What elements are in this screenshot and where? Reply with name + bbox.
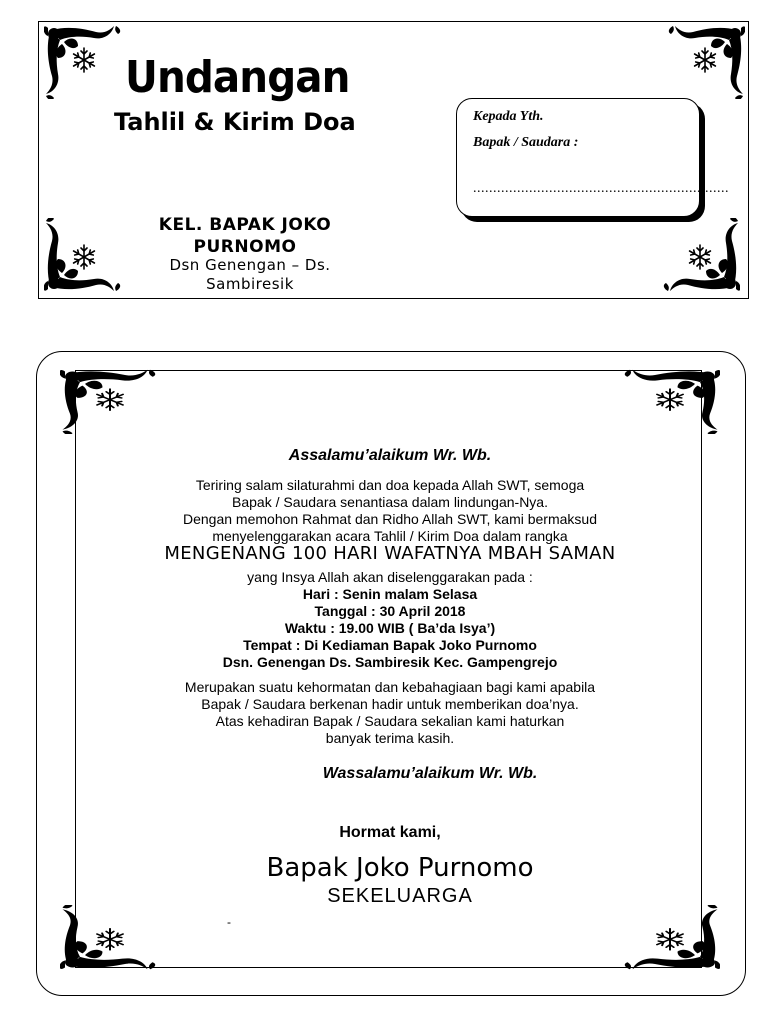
stray-dash: - [227, 915, 231, 929]
detail-place: Tempat : Di Kediaman Bapak Joko Purnomo [243, 637, 537, 653]
event-details [120, 569, 660, 671]
corner-ornament-icon [660, 218, 740, 293]
recipient-box [456, 98, 729, 217]
recipient-blank-line: ................................................................ [473, 181, 729, 196]
intro-paragraph [120, 477, 660, 545]
signer-family: SEKELUARGA [327, 885, 473, 907]
intro-line: Teriring salam silaturahmi dan doa kepada Allah SWT, semoga [195, 477, 585, 493]
greeting: Assalamu’alaikum Wr. Wb. [288, 447, 492, 464]
closing-paragraph [120, 679, 660, 747]
corner-ornament-icon [60, 368, 160, 434]
regards: Hormat kami, [339, 824, 441, 841]
closing-line: Atas kehadiran Bapak / Saudara sekalian kami haturkan [215, 713, 565, 729]
sender-address: Dsn Genengan – Ds. Sambiresik [169, 256, 331, 293]
closing-line: banyak terima kasih. [325, 730, 455, 746]
corner-ornament-icon [44, 218, 124, 293]
lead-in: yang Insya Allah akan diselenggarakan pada : [247, 569, 533, 585]
corner-ornament-icon [60, 905, 160, 971]
corner-ornament-icon [620, 368, 720, 434]
closing-line: Merupakan suatu kehormatan dan kebahagiaan bagi kami apabila [184, 679, 596, 695]
recipient-title: Bapak / Saudara : [473, 135, 579, 150]
corner-ornament-icon [620, 905, 720, 971]
intro-line: Bapak / Saudara senantiasa dalam lindungan-Nya. [232, 494, 548, 510]
intro-line: menyelenggarakan acara Tahlil / Kirim Doa dalam rangka [212, 528, 568, 544]
corner-ornament-icon [665, 24, 745, 99]
envelope-subtitle: Tahlil & Kirim Doa [114, 108, 356, 136]
corner-ornament-icon [44, 24, 124, 99]
detail-address: Dsn. Genengan Ds. Sambiresik Kec. Gampengrejo [222, 654, 558, 670]
closing-salutation: Wassalamu’alaikum Wr. Wb. [322, 765, 538, 782]
closing-line: Bapak / Saudara berkenan hadir untuk memberikan doa’nya. [201, 696, 579, 712]
event-headline: MENGENANG 100 HARI WAFATNYA MBAH SAMAN [164, 543, 616, 564]
sender-name: KEL. BAPAK JOKO PURNOMO [158, 215, 332, 257]
intro-line: Dengan memohon Rahmat dan Ridho Allah SWT, kami bermaksud [183, 511, 597, 527]
detail-date: Tanggal : 30 April 2018 [314, 603, 466, 619]
detail-time: Waktu : 19.00 WIB ( Ba’da Isya’) [284, 620, 496, 636]
detail-day: Hari : Senin malam Selasa [302, 586, 478, 602]
signer-name: Bapak Joko Purnomo [266, 853, 534, 883]
recipient-salutation: Kepada Yth. [473, 109, 544, 124]
envelope-title: Undangan [125, 52, 350, 103]
